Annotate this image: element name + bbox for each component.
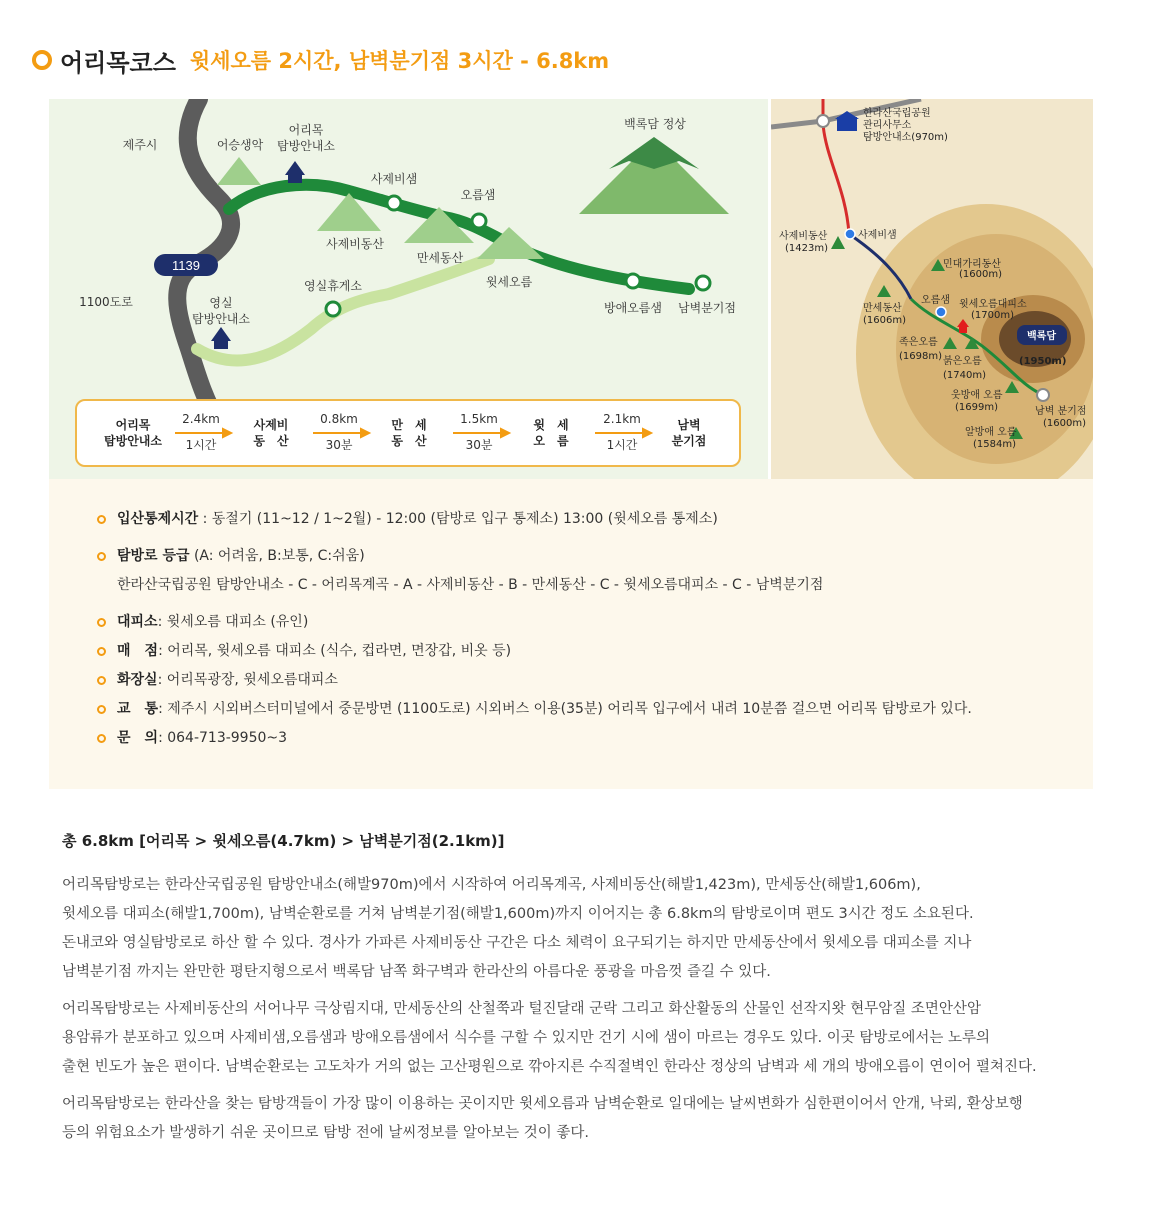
svg-text:탐방안내소(970m): 탐방안내소(970m) bbox=[863, 132, 948, 143]
svg-text:남벽: 남벽 bbox=[677, 418, 701, 432]
circle-bullet-icon bbox=[97, 705, 106, 714]
label-sajebidongsan: 사제비동산 bbox=[326, 237, 384, 251]
info-item-contact: 문 의: 064-713-9950~3 bbox=[95, 724, 972, 753]
svg-text:어리목: 어리목 bbox=[115, 418, 151, 432]
svg-text:알방애 오름: 알방애 오름 bbox=[965, 427, 1017, 438]
svg-text:관리사무소: 관리사무소 bbox=[863, 120, 912, 131]
label-peak: 백록담 정상 bbox=[624, 117, 686, 131]
course-info-box bbox=[49, 479, 1093, 789]
info-item-shelter: 대피소: 윗세오름 대피소 (유인) bbox=[95, 608, 972, 637]
label-sajebisaem-right: 사제비샘 bbox=[858, 230, 897, 241]
label-road-1100: 1100도로 bbox=[79, 295, 133, 309]
circle-bullet-icon bbox=[97, 618, 106, 627]
svg-text:만 세: 만 세 bbox=[391, 418, 427, 432]
svg-text:(1699m): (1699m) bbox=[955, 402, 998, 413]
label-bangaeoreumsaem: 방애오름샘 bbox=[604, 301, 662, 315]
svg-text:30분: 30분 bbox=[465, 438, 493, 452]
label-oreumsaem: 오름샘 bbox=[460, 188, 496, 202]
svg-text:남벽 분기점: 남벽 분기점 bbox=[1035, 406, 1087, 417]
hill-icon bbox=[217, 157, 261, 185]
label-sajebisaem: 사제비샘 bbox=[370, 172, 418, 186]
description-paragraph: 어리목탐방로는 한라산을 찾는 탐방객들이 가장 많이 이용하는 곳이지만 윗세오름과 남벽순환로 일대에는 날씨변화가 심한편이어서 안개, 낙뢰, 환상보행 등의 위험요소가 발생하기 쉬운 곳이므로 탐방 전에 날씨정보를 알아보는 것이 좋다. bbox=[62, 1096, 1023, 1141]
svg-text:동 산: 동 산 bbox=[391, 434, 427, 448]
circle-bullet-icon bbox=[97, 734, 106, 743]
svg-text:(1423m): (1423m) bbox=[785, 243, 828, 254]
label-baengnokdam: 백록담 bbox=[1027, 331, 1056, 342]
svg-text:오 름: 오 름 bbox=[533, 434, 569, 448]
svg-text:1.5km: 1.5km bbox=[460, 412, 498, 426]
label-eoseungsaengak: 어승생악 bbox=[216, 138, 264, 152]
route-summary-box bbox=[75, 399, 741, 467]
svg-text:2.1km: 2.1km bbox=[603, 412, 641, 426]
svg-text:(1600m): (1600m) bbox=[959, 269, 1002, 280]
svg-text:동 산: 동 산 bbox=[253, 434, 289, 448]
svg-text:윗세오름대피소: 윗세오름대피소 bbox=[959, 299, 1027, 310]
page-subtitle: 윗세오름 2시간, 남벽분기점 3시간 - 6.8km bbox=[189, 49, 610, 73]
page-header bbox=[32, 42, 609, 78]
info-item-hours: 입산통제시간 : 동절기 (11~12 / 1~2월) - 12:00 (탐방로 입구 통제소) 13:00 (윗세오름 통제소) bbox=[95, 505, 972, 534]
course-schematic-map bbox=[49, 99, 768, 479]
svg-text:(1600m): (1600m) bbox=[1043, 418, 1086, 429]
label-eorimok-center: 어리목 bbox=[288, 123, 324, 137]
svg-text:0.8km: 0.8km bbox=[320, 412, 358, 426]
course-description bbox=[62, 830, 1112, 1156]
label-yeongsil-center: 영실 bbox=[209, 296, 233, 310]
circle-bullet-icon bbox=[97, 647, 106, 656]
info-item-toilet: 화장실: 어리목광장, 윗세오름대피소 bbox=[95, 666, 972, 695]
description-paragraph: 어리목탐방로는 한라산국립공원 탐방안내소(해발970m)에서 시작하여 어리목계곡, 사제비동산(해발1,423m), 만세동산(해발1,606m), 윗세오름 대피소(해발1,700m), 남벽순환로를 거쳐 남벽분기점(해발1,600m)까지 이어지는 총 6.8km의 탐방로이며 편도 3시간 정도 소요된다. 돈내코와 영실탐방로로 하산 할 수 있다. 경사가 가파른 사제비동산 구간은 다소 체력이 요구되기는 하지만 만세동산에서 윗세오름 대피소를 지나 남벽분기점 까지는 완만한 평탄지형으로서 백록담 남쪽 화구벽과 한라산의 아름다운 풍광을 마음껏 즐길 수 있다. bbox=[62, 877, 974, 980]
svg-text:1시간: 1시간 bbox=[185, 438, 217, 452]
page-title: 어리목코스 bbox=[60, 48, 176, 77]
svg-text:(1606m): (1606m) bbox=[863, 315, 906, 326]
svg-text:윗 세: 윗 세 bbox=[533, 418, 569, 432]
label-nambyeok: 남벽분기점 bbox=[678, 301, 736, 315]
circle-bullet-icon bbox=[97, 676, 106, 685]
svg-text:(1700m): (1700m) bbox=[971, 310, 1014, 321]
circle-bullet-icon bbox=[32, 50, 52, 70]
info-item-store: 매 점: 어리목, 윗세오름 대피소 (식수, 컵라면, 면장갑, 비옷 등) bbox=[95, 637, 972, 666]
circle-bullet-icon bbox=[97, 515, 106, 524]
route-summary-svg bbox=[77, 401, 739, 465]
label-witseoreum: 윗세오름 bbox=[485, 275, 533, 289]
label-yeongsil-rest: 영실휴게소 bbox=[304, 279, 362, 293]
svg-text:사제비: 사제비 bbox=[253, 418, 289, 432]
course-summary: 총 6.8km [어리목 > 윗세오름(4.7km) > 남벽분기점(2.1km)] bbox=[62, 832, 505, 850]
topographic-map bbox=[771, 99, 1093, 479]
svg-text:족은오름: 족은오름 bbox=[899, 337, 938, 348]
info-item-grade: 탐방로 등급 (A: 어려움, B:보통, C:쉬움) 한라산국립공원 탐방안내소 - C - 어리목계곡 - A - 사제비동산 - B - 만세동산 - C - 윗세오름대피소 - C - 남벽분기점 bbox=[95, 542, 972, 600]
topographic-map-svg bbox=[771, 99, 1093, 479]
svg-text:만세동산: 만세동산 bbox=[863, 303, 902, 314]
svg-text:탐방안내소: 탐방안내소 bbox=[192, 312, 250, 326]
svg-text:탐방안내소: 탐방안내소 bbox=[104, 434, 162, 448]
description-paragraph: 어리목탐방로는 사제비동산의 서어나무 극상림지대, 만세동산의 산철쭉과 털진달래 군락 그리고 화산활동의 산물인 선작지왓 현무암질 조면안산암 용암류가 분포하고 있으며 사제비샘,오름샘과 방애오름샘에서 식수를 구할 수 있지만 건기 시에 샘이 마르는 경우도 있다. 이곳 탐방로에서는 노루의 출현 빈도가 높은 편이다. 남벽순환로는 고도차가 거의 없는 고산평원으로 깎아지른 수직절벽인 한라산 정상의 남벽과 세 개의 방애오름이 연이어 펼쳐진다. bbox=[62, 1001, 1037, 1075]
svg-text:사제비동산: 사제비동산 bbox=[779, 231, 828, 242]
label-jeju: 제주시 bbox=[122, 138, 158, 152]
svg-text:(1584m): (1584m) bbox=[973, 439, 1016, 450]
svg-text:한라산국립공원: 한라산국립공원 bbox=[863, 108, 931, 119]
label-oreumsaem-right: 오름샘 bbox=[921, 295, 950, 306]
info-item-transport: 교 통: 제주시 시외버스터미널에서 중문방면 (1100도로) 시외버스 이용(35분) 어리목 입구에서 내려 10분쯤 걸으면 어리목 탐방로가 있다. bbox=[95, 695, 972, 724]
road-1139-label: 1139 bbox=[172, 258, 200, 273]
info-list bbox=[95, 505, 972, 753]
svg-text:30분: 30분 bbox=[325, 438, 353, 452]
svg-text:1시간: 1시간 bbox=[606, 438, 638, 452]
svg-text:2.4km: 2.4km bbox=[182, 412, 220, 426]
label-baengnokdam-alt: (1950m) bbox=[1019, 356, 1067, 367]
svg-text:(1740m): (1740m) bbox=[943, 370, 986, 381]
svg-text:분기점: 분기점 bbox=[671, 434, 707, 448]
svg-text:탐방안내소: 탐방안내소 bbox=[277, 139, 335, 153]
svg-text:민대가리동산: 민대가리동산 bbox=[943, 259, 1001, 270]
svg-text:(1698m): (1698m) bbox=[899, 351, 942, 362]
circle-bullet-icon bbox=[97, 552, 106, 561]
svg-text:웃방애 오름: 웃방애 오름 bbox=[951, 390, 1003, 401]
label-mansedongsan: 만세동산 bbox=[416, 251, 464, 265]
svg-text:붉은오름: 붉은오름 bbox=[943, 356, 982, 367]
